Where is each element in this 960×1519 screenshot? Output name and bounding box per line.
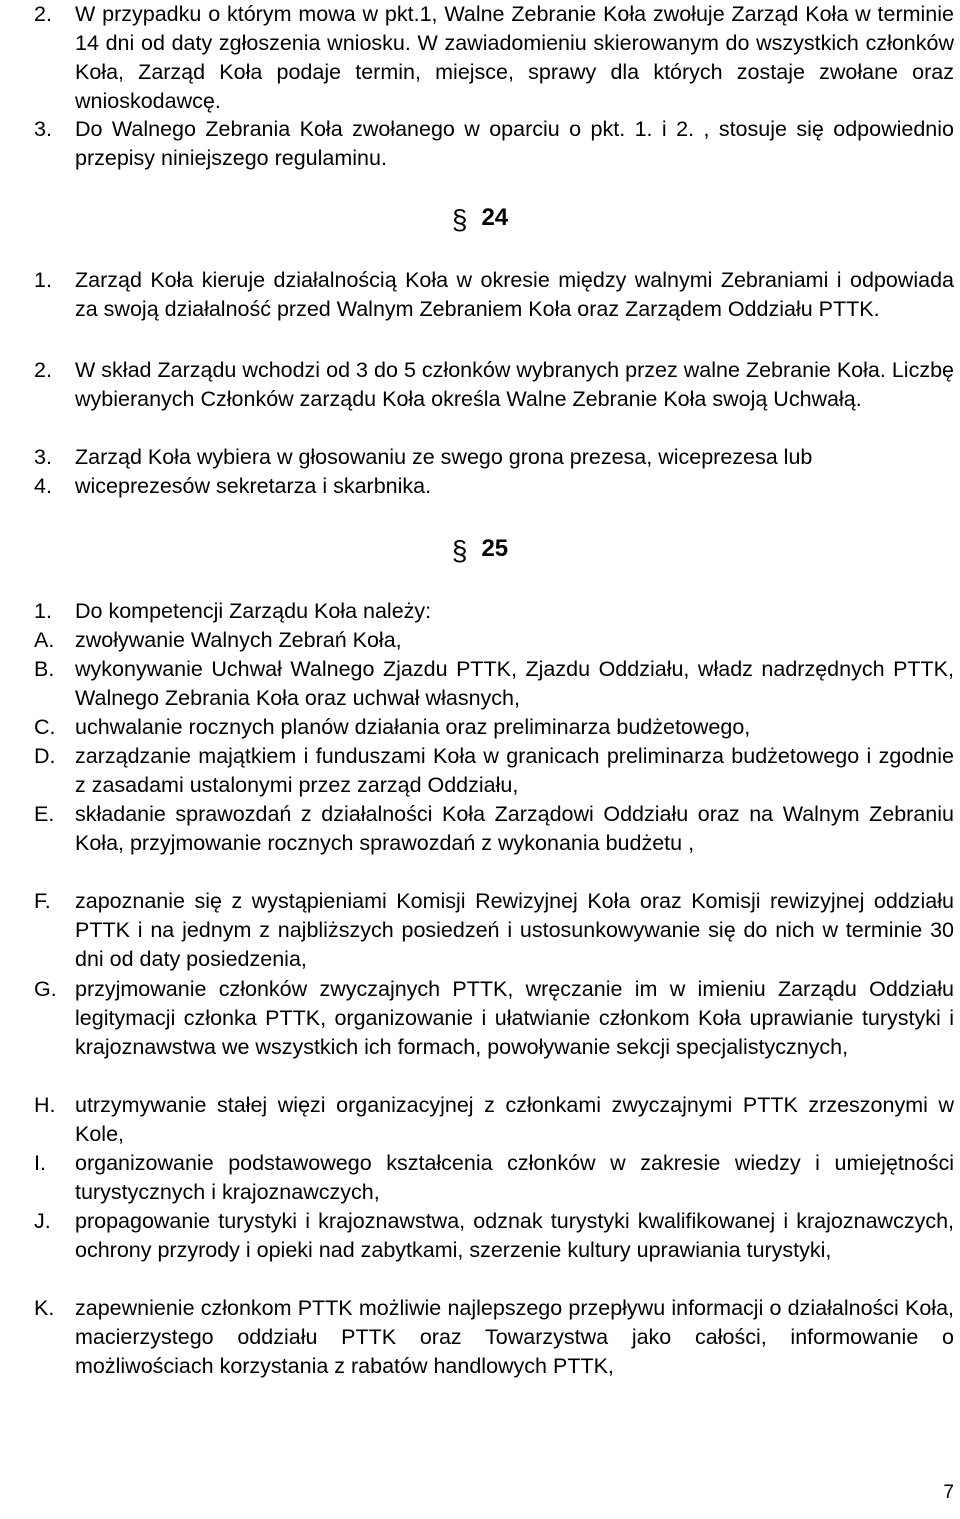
section-heading-25: [0, 534, 960, 565]
list-item: [34, 266, 954, 324]
lettered-item: [34, 1091, 954, 1149]
item-letter: F.: [34, 889, 51, 913]
item-text: zwoływanie Walnych Zebrań Koła,: [75, 628, 402, 652]
lettered-item: [34, 655, 954, 713]
item-text: przyjmowanie członków zwyczajnych PTTK, wręczanie im w imieniu Zarządu Oddziału legitymacji członka PTTK, organizowanie i ułatwianie członkom Koła uprawianie turystyki i krajoznawstwa we wszystkich ich formach, powoływanie sekcji specjalistycznych,: [75, 977, 954, 1059]
item-letter: H.: [34, 1093, 56, 1117]
list-item: [34, 472, 954, 501]
list-item: [34, 356, 954, 414]
item-number: 2.: [34, 2, 52, 26]
lettered-item: [34, 626, 954, 655]
item-text: organizowanie podstawowego kształcenia członków w zakresie wiedzy i umiejętności turystycznych i krajoznawczych,: [75, 1151, 954, 1204]
item-text: W skład Zarządu wchodzi od 3 do 5 członków wybranych przez walne Zebranie Koła. Liczbę wybieranych Członków zarządu Koła określa Walne Zebranie Koła swoją Uchwałą.: [75, 358, 954, 411]
list-item: [34, 597, 954, 626]
item-letter: J.: [34, 1209, 51, 1233]
item-text: uchwalanie rocznych planów działania oraz preliminarza budżetowego,: [75, 715, 751, 739]
paragraph-symbol: §: [451, 535, 468, 566]
item-letter: E.: [34, 802, 55, 826]
item-text: propagowanie turystyki i krajoznawstwa, odznak turystyki kwalifikowanej i krajoznawczych, ochrony przyrody i opieki nad zabytkami, szerzenie kultury uprawiania turystyki,: [75, 1209, 954, 1262]
item-number: 4.: [34, 474, 52, 498]
item-text: Do kompetencji Zarządu Koła należy:: [75, 599, 432, 623]
item-text: zarządzanie majątkiem i funduszami Koła w granicach preliminarza budżetowego i zgodnie z zasadami ustalonymi przez zarząd Oddziału,: [75, 744, 954, 797]
section-heading-24: [0, 203, 960, 234]
item-text: W przypadku o którym mowa w pkt.1, Walne Zebranie Koła zwołuje Zarząd Koła w terminie 14 dni od daty zgłoszenia wniosku. W zawiadomieniu skierowanym do wszystkich członków Koła, Zarząd Koła podaje termin, miejsce, sprawy dla których zostaje zwołane oraz wnioskodawcę.: [75, 2, 954, 113]
list-item: [34, 115, 954, 173]
item-text: Do Walnego Zebrania Koła zwołanego w oparciu o pkt. 1. i 2. , stosuje się odpowiednio przepisy niniejszego regulaminu.: [75, 117, 954, 170]
lettered-item: [34, 975, 954, 1062]
item-text: zapewnienie członkom PTTK możliwie najlepszego przepływu informacji o działalności Koła, macierzystego oddziału PTTK oraz Towarzystwa jako całości, informowanie o możliwościach korzystania z rabatów handlowych PTTK,: [75, 1296, 954, 1378]
item-number: 3.: [34, 117, 52, 141]
lettered-item: [34, 713, 954, 742]
section-number: 24: [481, 204, 509, 231]
item-text: składanie sprawozdań z działalności Koła Zarządowi Oddziału oraz na Walnym Zebraniu Koła, przyjmowanie rocznych sprawozdań z wykonania budżetu ,: [75, 802, 954, 855]
item-letter: K.: [34, 1296, 55, 1320]
section-number: 25: [481, 535, 509, 562]
item-number: 1.: [34, 599, 52, 623]
lettered-item: [34, 1149, 954, 1207]
item-letter: C.: [34, 715, 56, 739]
item-number: 2.: [34, 358, 52, 382]
item-number: 3.: [34, 445, 52, 469]
lettered-item: [34, 1207, 954, 1265]
lettered-item: [34, 800, 954, 858]
item-text: wykonywanie Uchwał Walnego Zjazdu PTTK, Zjazdu Oddziału, władz nadrzędnych PTTK, Walnego Zebrania Koła oraz uchwał własnych,: [75, 657, 954, 710]
page-number: 7: [943, 1482, 954, 1503]
lettered-item: [34, 887, 954, 974]
item-letter: I.: [34, 1151, 46, 1175]
list-item: [34, 443, 954, 472]
list-item: [34, 0, 954, 116]
item-text: zapoznanie się z wystąpieniami Komisji Rewizyjnej Koła oraz Komisji rewizyjnej oddziału PTTK i na jednym z najbliższych posiedzeń i ustosunkowywanie się do nich w terminie 30 dni od daty posiedzenia,: [75, 889, 954, 971]
item-text: wiceprezesów sekretarza i skarbnika.: [75, 474, 432, 498]
item-text: utrzymywanie stałej więzi organizacyjnej z członkami zwyczajnymi PTTK zrzeszonymi w Kole,: [75, 1093, 954, 1146]
item-letter: A.: [34, 628, 55, 652]
item-letter: B.: [34, 657, 55, 681]
lettered-item: [34, 742, 954, 800]
item-number: 1.: [34, 268, 52, 292]
lettered-item: [34, 1294, 954, 1381]
item-letter: G.: [34, 977, 57, 1001]
paragraph-symbol: §: [451, 204, 468, 235]
item-text: Zarząd Koła wybiera w głosowaniu ze swego grona prezesa, wiceprezesa lub: [75, 445, 813, 469]
item-letter: D.: [34, 744, 56, 768]
item-text: Zarząd Koła kieruje działalnością Koła w okresie między walnymi Zebraniami i odpowiada za swoją działalność przed Walnym Zebraniem Koła oraz Zarządem Oddziału PTTK.: [75, 268, 954, 321]
